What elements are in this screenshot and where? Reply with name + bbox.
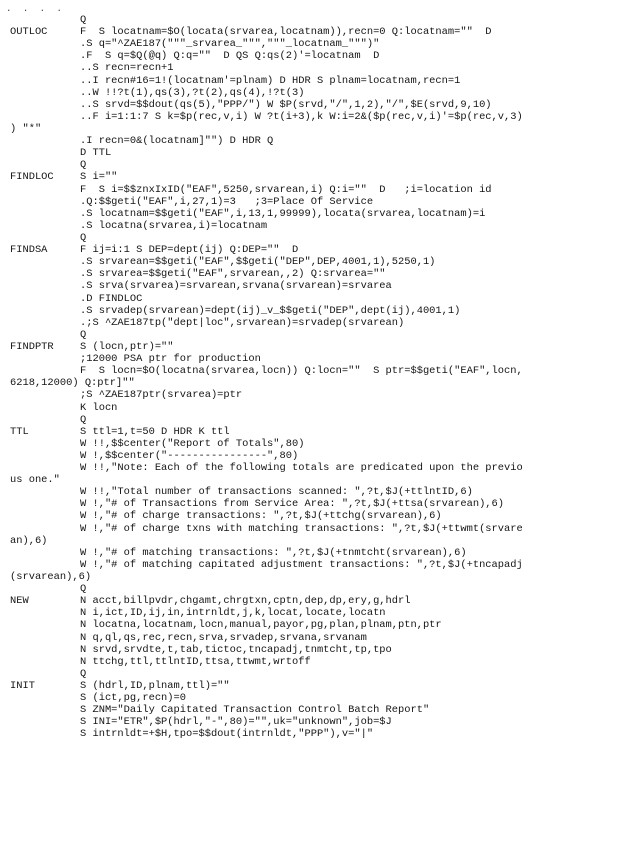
line-code: ..S srvd=$$dout(qs(5),"PPP/") W $P(srvd,"/",1,2),"/",$E(srvd,9,10) xyxy=(80,98,492,111)
line-code: ..S recn=recn+1 xyxy=(80,62,174,75)
code-line xyxy=(10,389,634,401)
line-code: ;S ^ZAE187ptr(srvarea)=ptr xyxy=(80,389,243,402)
line-code: ..F i=1:1:7 S k=$p(rec,v,i) W ?t(i+3),k W:i=2&($p(rec,v,i)'=$p(rec,v,3) xyxy=(80,110,523,123)
code-line xyxy=(10,632,634,644)
line-code: W !,"# of Transactions from Service Area: ",?t,$J(+ttsa(srvarean),6) xyxy=(80,498,505,511)
code-line xyxy=(10,317,634,329)
line-code: .D FINDLOC xyxy=(80,292,143,305)
code-line xyxy=(10,220,634,232)
code-line xyxy=(10,595,634,607)
code-line xyxy=(10,171,634,183)
code-line xyxy=(10,523,634,535)
line-code: ..W !!?t(1),qs(3),?t(2),qs(4),!?t(3) xyxy=(80,86,305,99)
line-code: an),6) xyxy=(10,534,48,547)
line-label: NEW xyxy=(10,595,29,608)
line-code: .S srva(srvarea)=srvarean,srvana(srvarean)=srvarea xyxy=(80,280,392,293)
line-code: N i,ict,ID,ij,in,intrnldt,j,k,locat,locate,locatn xyxy=(80,607,386,620)
line-code: ..I recn#16=1!(locatnam'=plnam) D HDR S plnam=locatnam,recn=1 xyxy=(80,74,461,87)
code-line xyxy=(10,644,634,656)
line-label: TTL xyxy=(10,425,29,438)
code-line xyxy=(10,365,634,377)
scan-marks: . . . . xyxy=(6,4,65,14)
code-line xyxy=(10,510,634,522)
code-line xyxy=(10,728,634,740)
line-code: Q xyxy=(80,667,87,680)
code-line xyxy=(10,402,634,414)
code-line xyxy=(10,535,634,547)
code-line xyxy=(10,280,634,292)
code-line xyxy=(10,656,634,668)
code-line xyxy=(10,571,634,583)
line-code: K locn xyxy=(80,401,118,414)
line-code: W !,$$center("----------------",80) xyxy=(80,449,299,462)
line-code: S ttl=1,t=50 D HDR K ttl xyxy=(80,425,230,438)
line-code: W !,"# of matching transactions: ",?t,$J(+tnmtcht(srvarean),6) xyxy=(80,546,467,559)
code-line xyxy=(10,196,634,208)
line-code: N acct,billpvdr,chgamt,chrgtxn,cptn,dep,dp,ery,g,hdrl xyxy=(80,595,411,608)
line-code: Q xyxy=(80,159,87,172)
code-line xyxy=(10,341,634,353)
code-line xyxy=(10,680,634,692)
line-code: F ij=i:1 S DEP=dept(ij) Q:DEP="" D xyxy=(80,244,299,257)
line-code: Q xyxy=(80,413,87,426)
line-code: ) "*" xyxy=(10,122,42,135)
line-code: Q xyxy=(80,328,87,341)
code-line xyxy=(10,99,634,111)
code-line xyxy=(10,305,634,317)
code-line xyxy=(10,353,634,365)
code-line xyxy=(10,50,634,62)
line-code: D TTL xyxy=(80,147,112,160)
code-line xyxy=(10,62,634,74)
code-line xyxy=(10,426,634,438)
line-code: N srvd,srvdte,t,tab,tictoc,tncapadj,tnmtcht,tp,tpo xyxy=(80,643,392,656)
code-line xyxy=(10,75,634,87)
code-line xyxy=(10,547,634,559)
code-line xyxy=(10,208,634,220)
code-listing xyxy=(10,14,634,741)
code-line xyxy=(10,607,634,619)
line-code: F S locn=$O(locatna(srvarea,locn)) Q:locn="" S ptr=$$geti("EAF",locn, xyxy=(80,365,523,378)
line-code: W !,"# of charge txns with matching transactions: ",?t,$J(+ttwmt(srvare xyxy=(80,522,523,535)
code-line xyxy=(10,462,634,474)
line-code: N ttchg,ttl,ttlntID,ttsa,ttwmt,wrtoff xyxy=(80,655,311,668)
line-code: Q xyxy=(80,14,87,26)
line-label: FINDPTR xyxy=(10,340,54,353)
code-line xyxy=(10,704,634,716)
code-line xyxy=(10,268,634,280)
code-line xyxy=(10,38,634,50)
line-code: .S q="^ZAE187("""_srvarea_""","""_locatnam_""")" xyxy=(80,38,380,51)
line-code: S (hdrl,ID,plnam,ttl)="" xyxy=(80,680,230,693)
code-line xyxy=(10,159,634,171)
code-line xyxy=(10,329,634,341)
code-line xyxy=(10,184,634,196)
code-line xyxy=(10,438,634,450)
line-code: .F S q=$Q(@q) Q:q="" D QS Q:qs(2)'=locatnam D xyxy=(80,50,380,63)
line-code: .S locatna(srvarea,i)=locatnam xyxy=(80,219,268,232)
line-code: S ZNM="Daily Capitated Transaction Control Batch Report" xyxy=(80,704,430,717)
line-code: .;S ^ZAE187tp("dept|loc",srvarean)=srvadep(srvarean) xyxy=(80,316,405,329)
line-code: N locatna,locatnam,locn,manual,payor,pg,plan,plnam,ptn,ptr xyxy=(80,619,442,632)
code-line xyxy=(10,450,634,462)
line-code: .S srvadep(srvarean)=dept(ij)_v_$$geti("DEP",dept(ij),4001,1) xyxy=(80,304,461,317)
code-line xyxy=(10,692,634,704)
line-code: F S i=$$znxIxID("EAF",5250,srvarean,i) Q:i="" D ;i=location id xyxy=(80,183,492,196)
line-code: W !,"# of matching capitated adjustment transactions: ",?t,$J(+tncapadj xyxy=(80,558,523,571)
line-code: W !!,"Total number of transactions scanned: ",?t,$J(+ttlntID,6) xyxy=(80,486,473,499)
code-line xyxy=(10,135,634,147)
line-code: ;12000 PSA ptr for production xyxy=(80,353,261,366)
code-line xyxy=(10,87,634,99)
line-code: Q xyxy=(80,231,87,244)
line-code: us one." xyxy=(10,474,60,487)
line-label: FINDLOC xyxy=(10,171,54,184)
code-line xyxy=(10,414,634,426)
code-line xyxy=(10,619,634,631)
line-code: .S locatnam=$$geti("EAF",i,13,1,99999),locata(srvarea,locatnam)=i xyxy=(80,207,486,220)
line-label: OUTLOC xyxy=(10,26,48,39)
line-code: S INI="ETR",$P(hdrl,"-",80)="",uk="unknown",job=$J xyxy=(80,716,392,729)
line-code: W !!,$$center("Report of Totals",80) xyxy=(80,437,305,450)
line-code: W !,"# of charge transactions: ",?t,$J(+ttchg(srvarean),6) xyxy=(80,510,442,523)
code-line xyxy=(10,232,634,244)
code-line xyxy=(10,716,634,728)
line-code: W !!,"Note: Each of the following totals are predicated upon the previo xyxy=(80,462,523,475)
code-line xyxy=(10,123,634,135)
code-line xyxy=(10,583,634,595)
line-label: INIT xyxy=(10,680,35,693)
line-code: (srvarean),6) xyxy=(10,571,92,584)
line-code: N q,ql,qs,rec,recn,srva,srvadep,srvana,srvanam xyxy=(80,631,367,644)
line-code: .I recn=0&(locatnam]"") D HDR Q xyxy=(80,135,274,148)
line-label: FINDSA xyxy=(10,244,48,257)
line-code: S (locn,ptr)="" xyxy=(80,340,174,353)
code-line xyxy=(10,256,634,268)
code-line xyxy=(10,147,634,159)
code-line xyxy=(10,26,634,38)
line-code: Q xyxy=(80,583,87,596)
code-line xyxy=(10,498,634,510)
code-line xyxy=(10,14,634,26)
code-line xyxy=(10,293,634,305)
code-line xyxy=(10,668,634,680)
code-line xyxy=(10,244,634,256)
line-code: .S srvarean=$$geti("EAF",$$geti("DEP",DEP,4001,1),5250,1) xyxy=(80,256,436,269)
line-code: 6218,12000) Q:ptr]"" xyxy=(10,377,135,390)
code-line xyxy=(10,111,634,123)
line-code: S intrnldt=+$H,tpo=$$dout(intrnldt,"PPP"),v="|" xyxy=(80,728,374,741)
line-code: F S locatnam=$O(locata(srvarea,locatnam)),recn=0 Q:locatnam="" D xyxy=(80,26,492,39)
line-code: .S srvarea=$$geti("EAF",srvarean,,2) Q:srvarea="" xyxy=(80,268,386,281)
line-code: S i="" xyxy=(80,171,118,184)
code-line xyxy=(10,486,634,498)
code-line xyxy=(10,474,634,486)
code-line xyxy=(10,377,634,389)
code-line xyxy=(10,559,634,571)
line-code: .Q:$$geti("EAF",i,27,1)=3 ;3=Place Of Service xyxy=(80,195,374,208)
line-code: S (ict,pg,recn)=0 xyxy=(80,692,187,705)
